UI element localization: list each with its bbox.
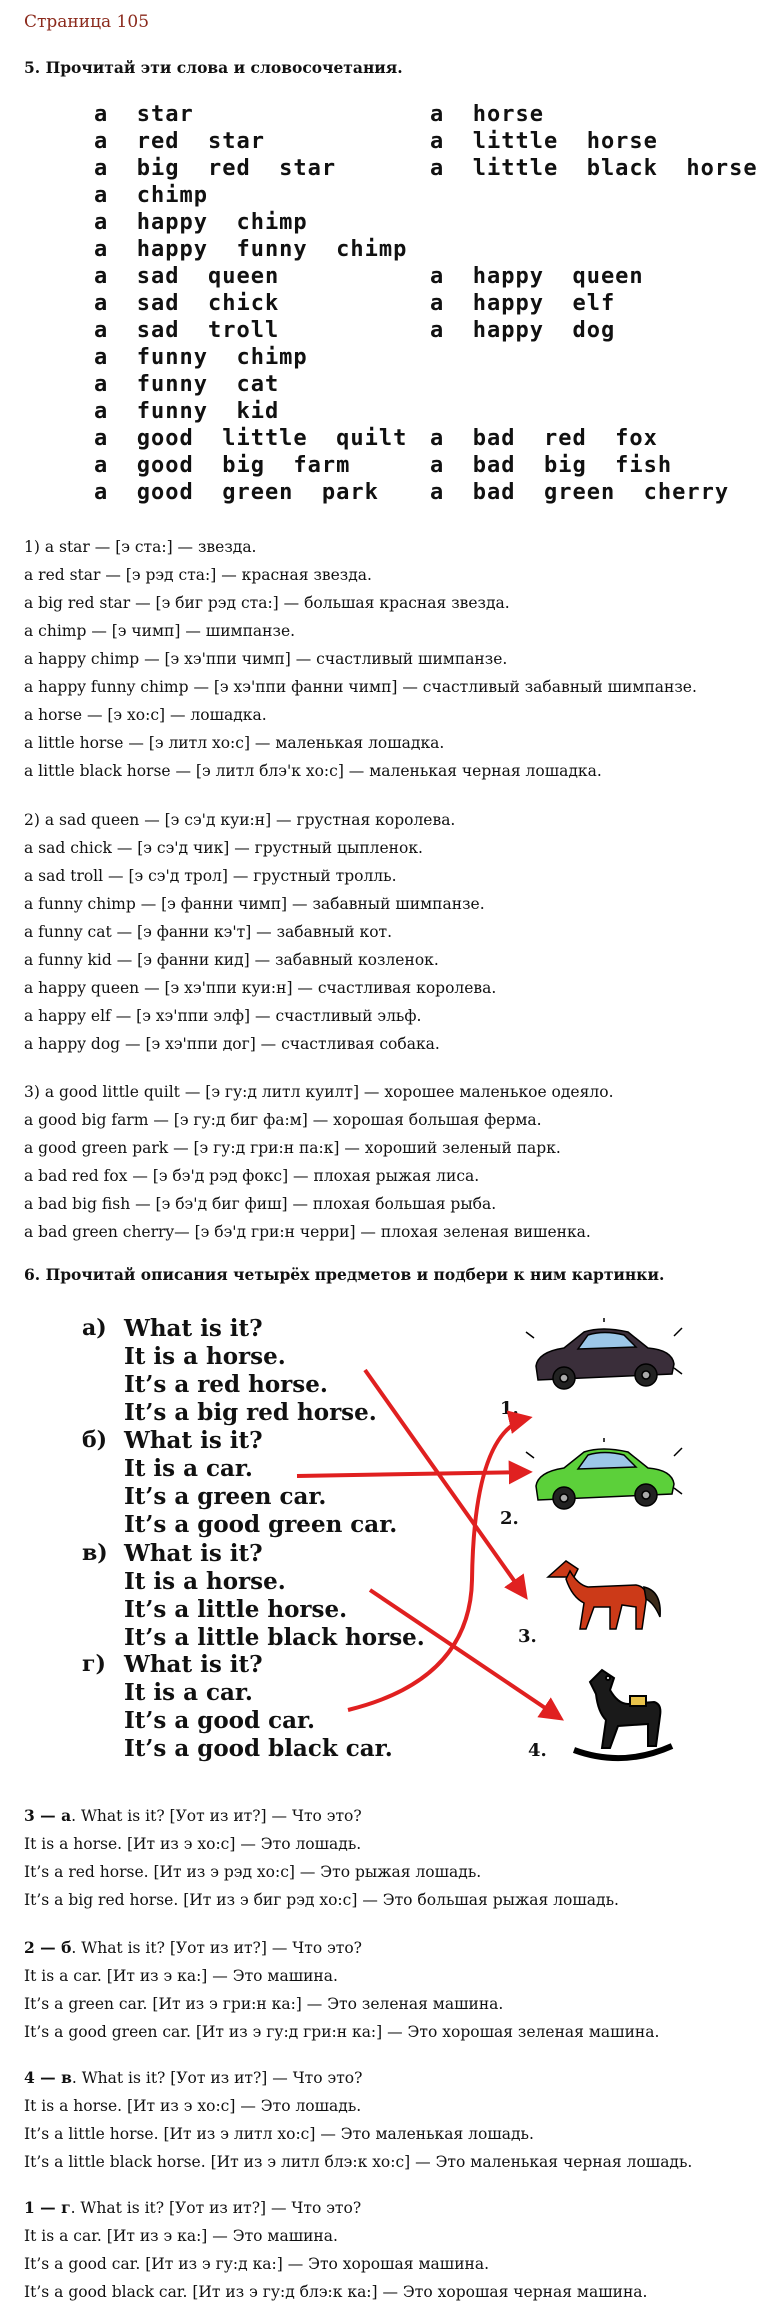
answer-question: . What is it? [Уот из ит?] — Что это? — [71, 1807, 362, 1825]
word-left: a sad troll — [94, 318, 280, 343]
answer-block — [24, 2064, 764, 2176]
word-left: a good big farm — [94, 453, 351, 478]
translation-line: a sad chick — [э сэ'д чик] — грустный цыпленок. — [24, 839, 423, 857]
word-left: a star — [94, 102, 194, 127]
word-left: a good little quilt — [94, 426, 408, 451]
task6-title: 6. Прочитай описания четырёх предметов и подбери к ним картинки. — [24, 1265, 665, 1284]
word-left: a chimp — [94, 183, 208, 208]
word-right: a happy dog — [430, 318, 616, 343]
description-line: It is a car. — [124, 1455, 253, 1482]
word-left: a big red star — [94, 156, 337, 181]
description-line: It is a horse. — [124, 1343, 286, 1370]
answer-line: It’s a little black horse. [Ит из э литл блэ:к хо:с] — Это маленькая черная лошадь. — [24, 2153, 693, 2171]
answer-line: It’s a red horse. [Ит из э рэд хо:с] — Это рыжая лошадь. — [24, 1863, 482, 1881]
description-line: What is it? — [124, 1315, 263, 1342]
description-line: It’s a green car. — [124, 1483, 327, 1510]
translation-group-3 — [24, 1078, 764, 1246]
description-line: It is a horse. — [124, 1568, 286, 1595]
translation-line: a funny kid — [э фанни кид] — забавный козленок. — [24, 951, 439, 969]
word-left: a funny kid — [94, 399, 280, 424]
task5-title: 5. Прочитай эти слова и словосочетания. — [24, 58, 403, 77]
translation-line: a horse — [э хо:с] — лошадка. — [24, 706, 267, 724]
translation-line: a happy elf — [э хэ'ппи элф] — счастливый эльф. — [24, 1007, 422, 1025]
description-line: It’s a little horse. — [124, 1596, 348, 1623]
answer-line: It’s a green car. [Ит из э гри:н ка:] — Это зеленая машина. — [24, 1995, 504, 2013]
translation-line: 2) a sad queen — [э сэ'д куи:н] — грустная королева. — [24, 811, 456, 829]
description-line: It’s a red horse. — [124, 1371, 328, 1398]
word-left: a happy funny chimp — [94, 237, 408, 262]
translation-group-1 — [24, 533, 764, 785]
translation-line: a funny chimp — [э фанни чимп] — забавный шимпанзе. — [24, 895, 485, 913]
translation-line: a little horse — [э литл хо:с] — маленькая лошадка. — [24, 734, 445, 752]
word-left: a red star — [94, 129, 265, 154]
description-label: г) — [82, 1651, 106, 1677]
answer-question: . What is it? [Уот из ит?] — Что это? — [70, 2199, 362, 2217]
answer-question: . What is it? [Уот из ит?] — Что это? — [71, 2069, 363, 2087]
translation-line: a bad big fish — [э бэ'д биг фиш] — плохая большая рыба. — [24, 1195, 497, 1213]
answer-key: 1 — г — [24, 2198, 71, 2217]
answer-line: It’s a good green car. [Ит из э гу:д гри:н ка:] — Это хорошая зеленая машина. — [24, 2023, 660, 2041]
answer-line: It’s a good car. [Ит из э гу:д ка:] — Это хорошая машина. — [24, 2255, 490, 2273]
description-line: What is it? — [124, 1427, 263, 1454]
translation-line: a good big farm — [э гу:д биг фа:м] — хорошая большая ферма. — [24, 1111, 542, 1129]
word-left: a funny cat — [94, 372, 280, 397]
answer-key: 2 — б — [24, 1938, 72, 1957]
answer-line: It is a car. [Ит из э ка:] — Это машина. — [24, 1967, 338, 1985]
description-label: б) — [82, 1427, 108, 1453]
word-right: a little black horse — [430, 156, 758, 181]
answer-line: It’s a little horse. [Ит из э литл хо:с] — Это маленькая лошадь. — [24, 2125, 534, 2143]
picture-number-1: 1. — [500, 1398, 519, 1419]
description-line: What is it? — [124, 1651, 263, 1678]
word-left: a funny chimp — [94, 345, 308, 370]
translation-group-2 — [24, 806, 764, 1058]
translation-line: a big red star — [э биг рэд ста:] — большая красная звезда. — [24, 594, 510, 612]
description-line: It’s a good green car. — [124, 1511, 398, 1538]
description-label: а) — [82, 1315, 107, 1341]
answer-head — [24, 1802, 764, 1830]
translation-line: a chimp — [э чимп] — шимпанзе. — [24, 622, 296, 640]
word-left: a good green park — [94, 480, 379, 505]
matching-arrows — [0, 1300, 780, 1780]
word-right: a bad big fish — [430, 453, 673, 478]
answer-head — [24, 2194, 764, 2222]
description-line: What is it? — [124, 1540, 263, 1567]
description-line: It’s a little black horse. — [124, 1624, 425, 1651]
description-line: It’s a good black car. — [124, 1735, 393, 1762]
answer-block — [24, 1802, 764, 1914]
description-line: It’s a big red horse. — [124, 1399, 377, 1426]
answer-line: It is a horse. [Ит из э хо:с] — Это лошадь. — [24, 2097, 362, 2115]
answer-block — [24, 1934, 764, 2046]
description-line: It’s a good car. — [124, 1707, 316, 1734]
word-left: a sad queen — [94, 264, 280, 289]
description-label: в) — [82, 1540, 108, 1566]
word-right: a bad green cherry — [430, 480, 730, 505]
word-right: a happy queen — [430, 264, 644, 289]
translation-line: a bad green cherry— [э бэ'д гри:н черри] — плохая зеленая вишенка. — [24, 1223, 591, 1241]
word-right: a little horse — [430, 129, 658, 154]
translation-line: 3) a good little quilt — [э гу:д литл куилт] — хорошее маленькое одеяло. — [24, 1083, 614, 1101]
translation-line: a good green park — [э гу:д гри:н па:к] — хороший зеленый парк. — [24, 1139, 561, 1157]
page-link[interactable]: Страница 105 — [24, 12, 150, 32]
translation-line: a happy funny chimp — [э хэ'ппи фанни чимп] — счастливый забавный шимпанзе. — [24, 678, 697, 696]
word-left: a happy chimp — [94, 210, 308, 235]
answer-line: It’s a good black car. [Ит из э гу:д блэ:к ка:] — Это хорошая черная машина. — [24, 2283, 648, 2301]
answer-line: It is a car. [Ит из э ка:] — Это машина. — [24, 2227, 338, 2245]
word-right: a bad red fox — [430, 426, 658, 451]
translation-line: a happy dog — [э хэ'ппи дог] — счастливая собака. — [24, 1035, 440, 1053]
picture-number-3: 3. — [518, 1626, 537, 1647]
picture-number-4: 4. — [528, 1740, 547, 1761]
answer-question: . What is it? [Уот из ит?] — Что это? — [71, 1939, 362, 1957]
word-left: a sad chick — [94, 291, 280, 316]
answer-head — [24, 1934, 764, 1962]
word-right: a happy elf — [430, 291, 616, 316]
answer-key: 4 — в — [24, 2068, 72, 2087]
description-line: It is a car. — [124, 1679, 253, 1706]
translation-line: a red star — [э рэд ста:] — красная звезда. — [24, 566, 372, 584]
translation-line: a little black horse — [э литл блэ'к хо:с] — маленькая черная лошадка. — [24, 762, 602, 780]
word-right: a horse — [430, 102, 544, 127]
translation-line: a happy queen — [э хэ'ппи куи:н] — счастливая королева. — [24, 979, 497, 997]
answer-head — [24, 2064, 764, 2092]
answer-line: It’s a big red horse. [Ит из э биг рэд хо:с] — Это большая рыжая лошадь. — [24, 1891, 619, 1909]
picture-number-2: 2. — [500, 1508, 519, 1529]
translation-line: a bad red fox — [э бэ'д рэд фокс] — плохая рыжая лиса. — [24, 1167, 480, 1185]
translation-line: a funny cat — [э фанни кэ'т] — забавный кот. — [24, 923, 393, 941]
translation-line: 1) a star — [э ста:] — звезда. — [24, 538, 257, 556]
answer-block — [24, 2194, 764, 2306]
translation-line: a sad troll — [э сэ'д трол] — грустный тролль. — [24, 867, 397, 885]
answer-line: It is a horse. [Ит из э хо:с] — Это лошадь. — [24, 1835, 362, 1853]
answer-key: 3 — а — [24, 1806, 72, 1825]
translation-line: a happy chimp — [э хэ'ппи чимп] — счастливый шимпанзе. — [24, 650, 508, 668]
